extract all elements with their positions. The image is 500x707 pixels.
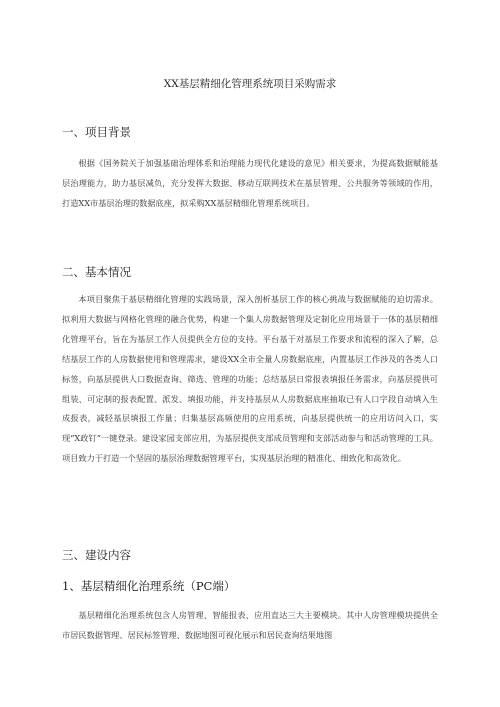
section-heading-background: 一、项目背景	[62, 125, 131, 139]
paragraph-basic-info: 本项目聚焦于基层精细化管理的实践场景，深入剖析基层工作的核心挑战与数据赋能的迫切需求。拟利用大数据与网格化管理的融合优势，构建一个集人房数据管理及定制化应用场景于一体的基层精细化管理平台，旨在为基层工作人员提供全方位的支持。平台基于对基层工作要求和流程的深入了解，总结基层工作的人房数据使用和管理需求，建设XX全市全量人房数据底座，内置基层工作涉及的各类人口标签，向基层提供人口数据查询、筛选、管理的功能；总结基层日常报表填报任务需求，向基层提供可组装、可定制的报表配置、派发、填报功能，并支持基层从人房数据底座抽取已有人口字段自动填入生成报表，减轻基层填报工作量；归集基层高频使用的应用系统，向基层提供统一的应用访问入口，实现“X政钉”一键登录。建设家园支部应用，为基层提供支部成员管理和支部活动参与和活动管理的工具。项目致力于打造一个坚固的基层治理数据管理平台，实现基层治理的精准化、细致化和高效化。	[62, 294, 438, 464]
section-heading-basic-info: 二、基本情况	[62, 265, 131, 279]
subsection-heading-pc-system: 1、基层精细化治理系统（PC端）	[62, 579, 236, 593]
paragraph-pc-system: 基层精细化治理系统包含人房管理、智能报表、应用直达三大主要模块。其中人房管理模块提供全市居民数据管理、居民标签管理、数据地图可视化展示和居民查询结果地图	[62, 610, 438, 640]
paragraph-background: 根据《国务院关于加强基础治理体系和治理能力现代化建设的意见》相关要求，为提高数据赋能基层治理能力，助力基层减负，充分发挥大数据、移动互联网技术在基层管理、公共服务等领域的作用，打造XX市基层治理的数据底座，拟采购XX基层精细化管理系统项目。	[62, 158, 438, 208]
document-title: XX基层精细化管理系统项目采购需求	[163, 78, 337, 90]
section-heading-construction: 三、建设内容	[62, 548, 131, 562]
